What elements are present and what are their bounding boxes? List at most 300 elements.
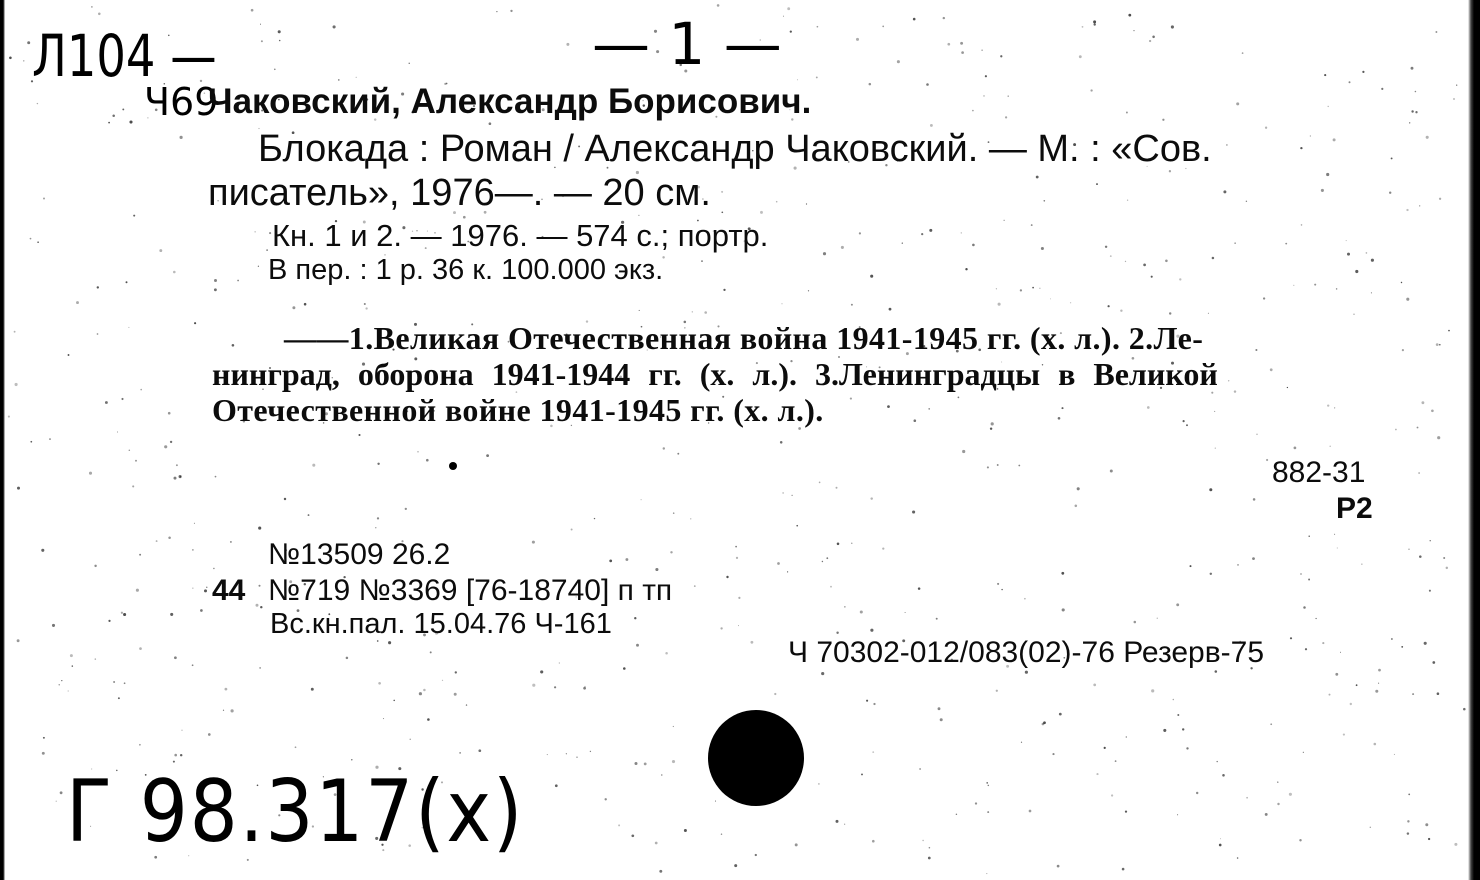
- scan-speck: [1163, 729, 1166, 732]
- scan-speck: [1237, 564, 1239, 566]
- scan-speck: [1177, 714, 1179, 716]
- scan-speck: [1115, 760, 1117, 762]
- scan-speck: [1151, 276, 1153, 278]
- scan-speck: [1415, 111, 1417, 113]
- scan-speck: [1421, 401, 1424, 404]
- scan-speck: [70, 654, 73, 657]
- scan-speck: [926, 83, 929, 86]
- scan-speck: [1061, 572, 1064, 575]
- scan-speck: [905, 612, 906, 613]
- scan-speck: [1378, 669, 1381, 672]
- scan-speck: [260, 606, 262, 608]
- scan-speck: [605, 798, 607, 800]
- scan-speck: [816, 76, 818, 78]
- scan-speck: [383, 718, 384, 719]
- scan-speck: [173, 271, 176, 274]
- scan-speck: [1435, 31, 1437, 33]
- scan-speck: [174, 477, 177, 480]
- scan-speck: [594, 518, 595, 519]
- scan-speck: [1032, 287, 1034, 289]
- scan-speck: [1059, 713, 1062, 716]
- scan-speck: [717, 4, 720, 7]
- scan-speck: [258, 266, 259, 267]
- scan-speck: [844, 606, 845, 607]
- scan-speck: [1327, 404, 1329, 406]
- scan-speck: [388, 641, 391, 644]
- scan-speck: [634, 762, 637, 765]
- scan-speck: [1453, 98, 1454, 99]
- scan-speck: [956, 814, 957, 815]
- scan-speck: [1378, 683, 1379, 684]
- scan-speck: [1018, 465, 1020, 467]
- scan-speck: [1327, 106, 1328, 107]
- scan-speck: [181, 730, 182, 731]
- handwritten-shelfmark: Г 98.317(х): [66, 762, 525, 862]
- scan-speck: [1143, 264, 1146, 267]
- scan-speck: [1347, 253, 1350, 256]
- scan-speck: [170, 613, 173, 616]
- scan-speck: [986, 873, 987, 874]
- scan-speck: [776, 201, 778, 203]
- scan-speck: [1336, 288, 1338, 290]
- scan-speck: [872, 751, 874, 753]
- scan-speck: [715, 801, 716, 802]
- scan-speck: [1287, 387, 1288, 388]
- scan-speck: [987, 466, 989, 468]
- scan-speck: [225, 688, 228, 691]
- scan-speck: [1428, 838, 1430, 840]
- registry-line-2: №719 №3369 [76-18740] п тп: [268, 574, 673, 607]
- scan-speck: [983, 95, 985, 97]
- scan-speck: [639, 310, 640, 311]
- scan-speck: [929, 847, 931, 849]
- scan-speck: [1300, 573, 1302, 575]
- scan-speck: [108, 122, 110, 124]
- volume-line: Кн. 1 и 2. — 1976. — 574 с.; портр.: [272, 218, 769, 253]
- scan-speck: [1362, 71, 1364, 73]
- scan-speck: [52, 624, 55, 627]
- scan-speck: [409, 63, 410, 64]
- scan-speck: [94, 565, 96, 567]
- scan-speck: [375, 527, 376, 528]
- scan-speck: [1050, 298, 1051, 299]
- scan-speck: [947, 43, 950, 46]
- scan-speck: [1419, 205, 1420, 206]
- scan-speck: [1299, 839, 1301, 841]
- scan-speck: [787, 571, 788, 572]
- scan-speck: [30, 238, 32, 240]
- scan-speck: [1355, 270, 1358, 273]
- scan-speck: [1004, 220, 1005, 221]
- scan-speck: [1266, 459, 1268, 461]
- scan-speck: [1252, 557, 1255, 560]
- scan-speck: [1077, 487, 1080, 490]
- scan-speck: [694, 585, 696, 587]
- scan-speck: [1401, 646, 1403, 648]
- scan-speck: [996, 288, 997, 289]
- scan-speck: [760, 211, 763, 214]
- scan-speck: [1242, 52, 1244, 54]
- scan-speck: [636, 644, 639, 647]
- scan-speck: [655, 568, 658, 571]
- scan-speck: [672, 760, 675, 763]
- scan-speck: [279, 40, 281, 42]
- scan-speck: [1429, 590, 1431, 592]
- scan-speck: [496, 11, 497, 12]
- scan-speck: [1285, 243, 1287, 245]
- scan-speck: [192, 664, 194, 666]
- scan-speck: [1374, 743, 1377, 746]
- scan-speck: [975, 802, 977, 804]
- scan-speck: [806, 203, 807, 204]
- print-dot: [449, 462, 457, 470]
- scan-speck: [938, 707, 941, 710]
- scan-speck: [990, 427, 992, 429]
- scan-speck: [958, 397, 960, 399]
- scan-speck: [1005, 116, 1007, 118]
- scan-speck: [1391, 157, 1393, 159]
- scan-speck: [1215, 447, 1216, 448]
- scan-speck: [358, 434, 360, 436]
- scan-speck: [112, 114, 115, 117]
- scan-speck: [590, 751, 591, 752]
- scan-speck: [1301, 224, 1303, 226]
- scan-speck: [1152, 36, 1155, 39]
- registry-line-2-prefix: 44: [212, 574, 246, 607]
- scan-speck: [308, 514, 310, 516]
- scan-speck: [1147, 406, 1150, 409]
- scan-speck: [721, 191, 723, 193]
- scan-speck: [1432, 661, 1435, 664]
- scan-speck: [819, 482, 821, 484]
- scan-speck: [1110, 470, 1113, 473]
- scan-speck: [1228, 380, 1229, 381]
- scan-speck: [1079, 55, 1082, 58]
- scan-speck: [866, 700, 868, 702]
- scan-speck: [136, 589, 139, 592]
- scan-speck: [547, 754, 548, 755]
- scan-speck: [1215, 670, 1218, 673]
- scan-speck: [378, 682, 381, 685]
- scan-speck: [919, 768, 921, 770]
- scan-speck: [1020, 289, 1022, 291]
- scan-speck: [1127, 200, 1128, 201]
- punch-hole: [708, 710, 804, 806]
- scan-speck: [1226, 144, 1227, 145]
- scan-speck: [997, 464, 999, 466]
- scan-speck: [1096, 773, 1098, 775]
- scan-speck: [972, 110, 974, 112]
- scan-speck: [1305, 648, 1307, 650]
- scan-speck: [156, 540, 158, 542]
- scan-speck: [128, 327, 129, 328]
- scan-speck: [1122, 868, 1125, 871]
- scan-speck: [1183, 420, 1185, 422]
- scan-speck: [295, 746, 297, 748]
- scan-speck: [364, 303, 366, 305]
- scan-speck: [1234, 390, 1236, 392]
- scan-speck: [1419, 555, 1422, 558]
- scan-speck: [124, 682, 126, 684]
- scan-speck: [684, 829, 687, 832]
- scan-speck: [1389, 192, 1391, 194]
- scan-speck: [962, 450, 965, 453]
- scan-speck: [787, 7, 790, 10]
- scan-speck: [1437, 692, 1440, 695]
- scan-speck: [1093, 23, 1095, 25]
- scan-speck: [168, 536, 171, 539]
- scan-speck: [1253, 498, 1256, 501]
- scan-speck: [1371, 292, 1372, 293]
- scan-speck: [292, 306, 295, 309]
- scan-speck: [37, 103, 38, 104]
- scan-speck: [410, 739, 411, 740]
- scan-speck: [921, 233, 923, 235]
- scan-speck: [721, 833, 722, 834]
- scan-speck: [837, 543, 840, 546]
- scan-speck: [1411, 67, 1414, 70]
- scan-speck: [859, 232, 861, 234]
- scan-speck: [129, 449, 131, 451]
- scan-speck: [988, 785, 990, 787]
- scan-speck: [426, 459, 429, 462]
- scan-speck: [913, 18, 916, 21]
- scan-speck: [1329, 445, 1331, 447]
- scan-speck: [430, 651, 432, 653]
- scan-speck: [795, 843, 798, 846]
- scan-speck: [1314, 284, 1316, 286]
- scan-speck: [1409, 122, 1410, 123]
- scan-speck: [266, 249, 268, 251]
- scan-speck: [237, 280, 239, 282]
- scan-speck: [734, 864, 737, 867]
- scan-speck: [673, 726, 674, 727]
- scan-speck: [1326, 173, 1329, 176]
- scan-speck: [454, 693, 457, 696]
- scan-speck: [870, 497, 872, 499]
- scan-speck: [836, 487, 838, 489]
- scan-speck: [641, 499, 642, 500]
- scan-speck: [1350, 703, 1352, 705]
- scan-speck: [1443, 557, 1445, 559]
- scan-speck: [1157, 618, 1158, 619]
- scan-speck: [489, 122, 492, 125]
- scan-speck: [836, 632, 838, 634]
- scan-speck: [208, 733, 211, 736]
- scan-speck: [661, 774, 662, 775]
- scan-speck: [1000, 55, 1002, 57]
- scan-speck: [618, 824, 620, 826]
- scan-speck: [870, 275, 873, 278]
- scan-speck: [37, 241, 39, 243]
- scan-speck: [95, 658, 96, 659]
- scan-speck: [41, 549, 44, 552]
- scan-speck: [783, 16, 784, 17]
- scan-speck: [230, 541, 232, 543]
- scan-speck: [8, 416, 10, 418]
- scan-speck: [1333, 138, 1336, 141]
- scan-speck: [204, 589, 207, 592]
- scan-speck: [1346, 240, 1347, 241]
- scan-speck: [1430, 540, 1431, 541]
- scan-speck: [665, 652, 668, 655]
- scan-speck: [736, 557, 738, 559]
- scan-speck: [972, 244, 975, 247]
- scan-speck: [1219, 844, 1222, 847]
- scan-speck: [1212, 257, 1215, 260]
- scan-speck: [634, 617, 636, 619]
- scan-speck: [987, 811, 989, 813]
- author-heading: Чаковский, Александр Борисович.: [208, 82, 812, 121]
- scan-speck: [609, 560, 612, 563]
- scan-speck: [121, 612, 123, 614]
- scan-speck: [255, 231, 256, 232]
- scan-speck: [1093, 684, 1096, 687]
- scan-speck: [1290, 637, 1292, 639]
- scan-speck: [1315, 618, 1316, 619]
- scan-speck: [1182, 728, 1184, 730]
- scan-speck: [1406, 209, 1408, 211]
- handwritten-page-mark: — 1 —: [592, 10, 782, 78]
- scan-speck: [830, 586, 832, 588]
- scan-speck: [1134, 621, 1137, 624]
- scan-speck: [478, 749, 481, 752]
- scan-speck: [60, 791, 63, 794]
- scan-speck: [129, 120, 132, 123]
- scan-speck: [251, 9, 254, 12]
- scan-speck: [377, 463, 379, 465]
- scan-speck: [856, 38, 859, 41]
- scan-speck: [869, 83, 872, 86]
- scan-speck: [1246, 797, 1248, 799]
- scan-speck: [1179, 278, 1181, 280]
- scan-speck: [1043, 200, 1045, 202]
- scan-speck: [1300, 147, 1302, 149]
- scan-speck: [791, 495, 792, 496]
- scan-speck: [780, 441, 783, 444]
- scan-speck: [118, 697, 120, 699]
- scan-speck: [1406, 298, 1409, 301]
- scan-speck: [1165, 260, 1168, 263]
- scan-speck: [940, 718, 943, 721]
- scan-speck: [790, 30, 792, 32]
- scan-speck: [192, 588, 193, 589]
- scan-speck: [1353, 314, 1354, 315]
- scan-speck: [1395, 429, 1397, 431]
- scan-speck: [1177, 814, 1178, 815]
- scan-speck: [192, 549, 194, 551]
- scan-speck: [1424, 642, 1427, 645]
- scan-speck: [1186, 424, 1188, 426]
- scan-speck: [1337, 547, 1338, 548]
- scan-speck: [126, 281, 128, 283]
- scan-speck: [1021, 742, 1022, 743]
- scan-speck: [1361, 564, 1362, 565]
- scan-speck: [735, 546, 737, 548]
- scan-speck: [1125, 261, 1126, 262]
- scan-speck: [663, 447, 665, 449]
- scan-speck: [1277, 781, 1278, 782]
- scan-speck: [1411, 110, 1413, 112]
- scan-speck: [1208, 313, 1209, 314]
- scan-speck: [1149, 40, 1151, 42]
- scan-speck: [30, 441, 32, 443]
- scan-speck: [56, 801, 57, 802]
- scan-speck: [860, 610, 863, 613]
- scan-speck: [274, 69, 276, 71]
- scan-speck: [1214, 411, 1215, 412]
- scan-speck: [1110, 255, 1112, 257]
- scan-speck: [1176, 603, 1179, 606]
- scan-speck: [1133, 30, 1134, 31]
- scan-speck: [1270, 368, 1273, 371]
- scan-speck: [540, 670, 543, 673]
- scan-speck: [1162, 119, 1164, 121]
- scan-speck: [1394, 754, 1395, 755]
- scan-speck: [998, 303, 1001, 306]
- scan-speck: [1090, 89, 1092, 91]
- scan-speck: [985, 75, 987, 77]
- scan-speck: [311, 688, 314, 691]
- scan-speck: [180, 476, 181, 477]
- scan-speck: [1415, 91, 1417, 93]
- scan-speck: [1061, 407, 1063, 409]
- scan-speck: [1303, 606, 1306, 609]
- scan-speck: [986, 782, 988, 784]
- scan-speck: [928, 408, 930, 410]
- scan-speck: [870, 629, 873, 632]
- scan-speck: [1270, 723, 1272, 725]
- scan-speck: [1412, 693, 1414, 695]
- scan-speck: [720, 627, 722, 629]
- scan-speck: [922, 840, 923, 841]
- scan-speck: [1151, 689, 1154, 692]
- scan-speck: [1039, 288, 1040, 289]
- scan-speck: [123, 613, 126, 616]
- scan-speck: [133, 215, 135, 217]
- scan-speck: [164, 445, 167, 448]
- scan-speck: [1294, 447, 1297, 450]
- scan-speck: [943, 17, 945, 19]
- scan-speck: [750, 641, 753, 644]
- scan-speck: [1436, 343, 1439, 346]
- scan-speck: [117, 431, 118, 432]
- scan-speck: [690, 518, 691, 519]
- scan-speck: [1448, 330, 1450, 332]
- scan-speck: [882, 26, 884, 28]
- scan-speck: [1456, 85, 1457, 86]
- scan-speck: [214, 288, 217, 291]
- handwritten-code: Л104 —: [32, 22, 217, 90]
- scan-speck: [960, 42, 963, 45]
- scan-speck: [377, 517, 379, 519]
- scan-speck: [260, 24, 261, 25]
- scan-speck: [1070, 302, 1071, 303]
- scan-speck: [1120, 309, 1122, 311]
- scan-speck: [1371, 259, 1374, 262]
- scan-speck: [98, 13, 101, 16]
- scan-speck: [1126, 112, 1128, 114]
- scan-speck: [139, 647, 142, 650]
- scan-speck: [17, 639, 20, 642]
- scan-speck: [1223, 190, 1226, 193]
- scan-speck: [554, 686, 556, 688]
- scan-speck: [1370, 827, 1371, 828]
- scan-speck: [1340, 652, 1341, 653]
- scan-speck: [631, 834, 634, 837]
- scan-speck: [571, 529, 573, 531]
- scan-speck: [997, 583, 999, 585]
